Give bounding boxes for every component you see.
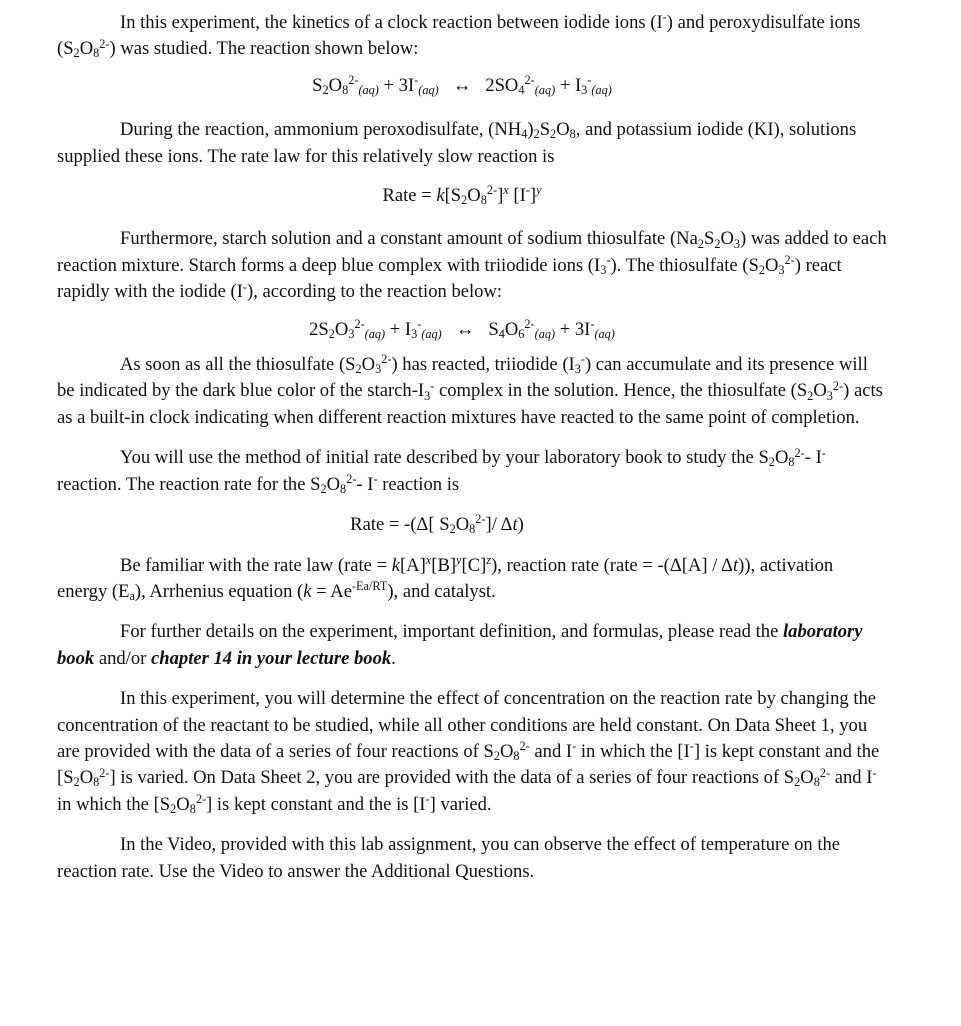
equation-rate-law: Rate = $k[S_2O_8^{2-}]^x$ $[I^-]^y$ [382,183,542,208]
ion-source-paragraph: During the reaction, ammonium peroxodisulfate, $(NH_4)_2S_2O_8$, and potassium iodide (KI), solutions supplied these ions. The rate law for this relatively slow reaction is [57,119,857,167]
concentration-paragraph: In this experiment, you will determine the effect of concentration on the reaction rate by changing the concentration of the reactant to be studied, while all other conditions are held constant. On Data Sheet 1, you are provided with the data of a series of four reactions of $S_2O_8^{2-}$ and I- in which the [I-] is kept constant and the $[S_2O_8^{2-}]$ is varied. On Data Sheet 2, you are provided with the data of a series of four reactions of $S_2O_8^{2-}$ and I- in which the $[S_2O_8^{2-}]$ is kept constant and the is [I-] varied. [57,688,880,816]
initial-rate-paragraph: You will use the method of initial rate described by your laboratory book to study the $S_2O_8^{2-}-$ I- reaction. The reaction rate for the $S_2O_8^{2-}-$ I- reaction is [57,445,826,496]
starch-thiosulfate-paragraph: Furthermore, starch solution and a constant amount of sodium thiosulfate $(Na_2S_2O_3)$ was added to each reaction mixture. Starch forms a deep blue complex with triiodide ions $(I_3^-)$. The thiosulfate $(S_2O_3^{2-})$ react rapidly with the iodide (I-), according to the reaction below: [57,228,887,303]
equation-reaction-rate: Rate = -(Δ[ $S_2O_8^{2-}]/$ Δt) [350,512,524,537]
equation-thiosulfate-triiodide: $2S_2O_3^{2-}(aq) + I_3^-(aq)$ ↔ $S_4O_6^{2-}(aq) + 3I^-(aq)$ [309,316,615,341]
video-paragraph: In the Video, provided with this lab assignment, you can observe the effect of temperature on the reaction rate. Use the Video to answer the Additional Questions. [57,834,841,882]
familiar-paragraph: Be familiar with the rate law (rate = $k[A]^x[B]^y[C]^z$), reaction rate (rate = -(Δ[A] / Δt)), activation energy $(E_a)$, Arrhenius equation $(k = Ae^{-Ea/RT})$, and catalyst. [57,552,834,603]
document-page [57,10,887,885]
further-details-paragraph: For further details on the experiment, important definition, and formulas, please read the laboratory book and/or chapter 14 in your lecture book. [57,621,863,669]
clock-paragraph: As soon as all the thiosulfate $(S_2O_3^{2-})$ has reacted, triiodide $(I_3^-)$ can accumulate and its presence will be indicated by the dark blue color of the starch-$I_3^-$ complex in the solution. Hence, the thiosulfate $(S_2O_3^{2-})$ acts as a built-in clock indicating when different reaction mixtures have reacted to the same point of completion. [57,352,883,428]
intro-paragraph: In this experiment, the kinetics of a clock reaction between iodide ions (I-) and peroxydisulfate ions $(S_2O_8^{2-})$ was studied. The reaction shown below: [57,10,861,61]
equation-persulfate-iodide: $S_2O_8^{2-}(aq) + 3I^-(aq)$ ↔ $2SO_4^{2-}(aq) + I_3^-(aq)$ [312,73,612,97]
